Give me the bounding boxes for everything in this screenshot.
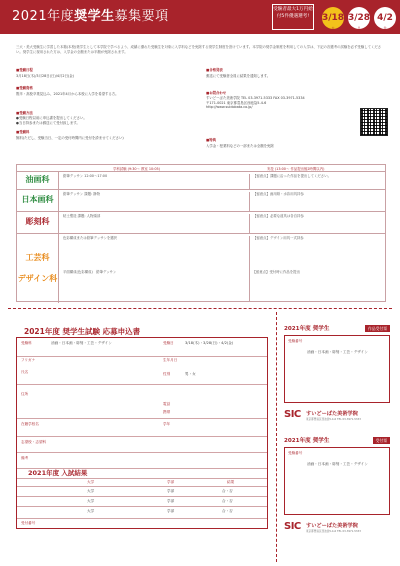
fee-section: ■受験料 無料(ただし、受験当日、一定の受付時間内に受付を済ませてください) (16, 130, 124, 140)
schedule-section: ■受験日程 3月18日(木)/3月28日(日)/4月2日(金) (16, 68, 74, 78)
stub-box: 受験番号 油画・日本画・彫刻・工芸・デザイン (284, 335, 390, 403)
header-banner (0, 0, 400, 34)
qr-code[interactable] (360, 108, 388, 136)
date-badge-1: 3/18 木 (322, 7, 344, 29)
date-badge-2: 3/28 日 (348, 7, 370, 29)
table-row: 日本画科 鉛筆デッサン 課題: 静物 【留意点】画用紙・水彩用具持参 (17, 190, 385, 212)
stub-tag: 受付票 (373, 437, 390, 444)
contact-section: ■お問合わせ すいどーばた美術学院 TEL 03-3971-5333 FAX 03-3971-5334 〒171-0021 東京都豊島区西池袋5-4-6 http://www.suidobata.co.jp/ (206, 90, 305, 110)
result-section: ■合格発表 郵送にて受験者全員に結果を通知します。 (206, 68, 271, 78)
table-row: 油画科 鉛筆デッサン 12:00〜17:00 【留意点】課題に沿った作品を提出してください。 (17, 172, 385, 190)
benefit-section: ■特典 入学金・授業料などの一部または全額を免除 (206, 138, 274, 148)
eligibility-section: ■受験資格 既卒・高校卒業見込み、2021年4月から本校に入学を希望する方。 (16, 86, 119, 96)
date-select[interactable]: 3/18(木)・3/28(日)・4/2(金) (185, 341, 234, 345)
stub-tag: 作品受付票 (365, 325, 390, 332)
date-badge-3: 4/2 金 (374, 7, 396, 29)
logo-mark: SIC (284, 409, 301, 420)
result-select[interactable]: 合・否 (222, 509, 233, 513)
gender-select[interactable]: 男・女 (185, 372, 196, 376)
intro-text: 三大・美大受験生に学習した本塾(本校)奨学生として本学院で学べるよう、成績に優れた受験生を対象に入学料などを免除する奨学生制度を設けています。本学院の奨学金制度を利用しての入学は、下記の各選考の試験を必ず受験してください。奨学生に採用された方は、入学金の全額または半額が免除されます。 (16, 45, 382, 54)
result-select[interactable]: 合・否 (222, 489, 233, 493)
results-title: 2021年度 入試結果 (28, 469, 88, 477)
logo-mark: SIC (284, 521, 301, 532)
cut-line-vertical (276, 312, 277, 562)
procedure-section: ■受験方法 ●受験日程以前に申込書を提出してください。 ●当日持参または郵送にて受付致します。 (16, 110, 87, 125)
address-field[interactable] (47, 388, 267, 410)
application-form: 受験科 油画・日本画・彫刻・工芸・デザイン 受験日 3/18(木)・3/28(日)・4/2(金) フリガナ 生年月日 氏名 性別 男・女 住所 電話 携帯 在籍学校名 学年 志望校・志望科 備考 大学 学部 結果 大学 学部 合・否 大学 学部 合・否 大学 学部 合・否 受付番号 (16, 337, 268, 529)
school-logo: SIC すいどーばた美術学院 東京都豊島区西池袋5-4-6 TEL 03-3971-5333 (284, 409, 361, 421)
form-title: 2021年度 奨学生試験 応募申込書 (24, 327, 141, 336)
subject-table-header: 学科試験 (9:30〜 教室 10:05) 実技 (13:00〜 作品提出後2時間以内) (17, 165, 385, 172)
table-row: 彫刻科 粘土塑造 課題: 人物頭部 【留意点】必要な道具は各自持参 (17, 212, 385, 234)
name-field[interactable] (47, 368, 157, 378)
stub-box: 受験番号 油画・日本画・彫刻・工芸・デザイン (284, 447, 390, 515)
course-select[interactable]: 油画・日本画・彫刻・工芸・デザイン (51, 341, 112, 345)
school-logo: SIC すいどーばた美術学院 東京都豊島区西池袋5-4-6 TEL 03-3971-5333 (284, 521, 361, 533)
stub-receipt: 2021年度 奨学生 受付票 受験番号 油画・日本画・彫刻・工芸・デザイン SIC すいどーばた美術学院 東京都豊島区西池袋5-4-6 TEL 03-3971-5333 (284, 438, 390, 538)
result-select[interactable]: 合・否 (222, 499, 233, 503)
subject-table (16, 164, 386, 302)
table-row: 工芸科 デザイン科 色彩構成または鉛筆デッサンを選択 平面構成(色彩構成) 鉛筆デッサン 【留意点】デザイン用具一式持参 【留意点】受付時に作品を提出 (17, 234, 385, 303)
cut-line (8, 308, 392, 309)
bonus-note: 受験者最大1万円給付5件優遇選考! (272, 4, 314, 30)
page-title: 2021年度奨学生募集要項 (12, 9, 169, 24)
stub-work-receipt: 2021年度 奨学生 作品受付票 受験番号 油画・日本画・彫刻・工芸・デザイン SIC すいどーばた美術学院 東京都豊島区西池袋5-4-6 TEL 03-3971-5333 (284, 326, 390, 426)
